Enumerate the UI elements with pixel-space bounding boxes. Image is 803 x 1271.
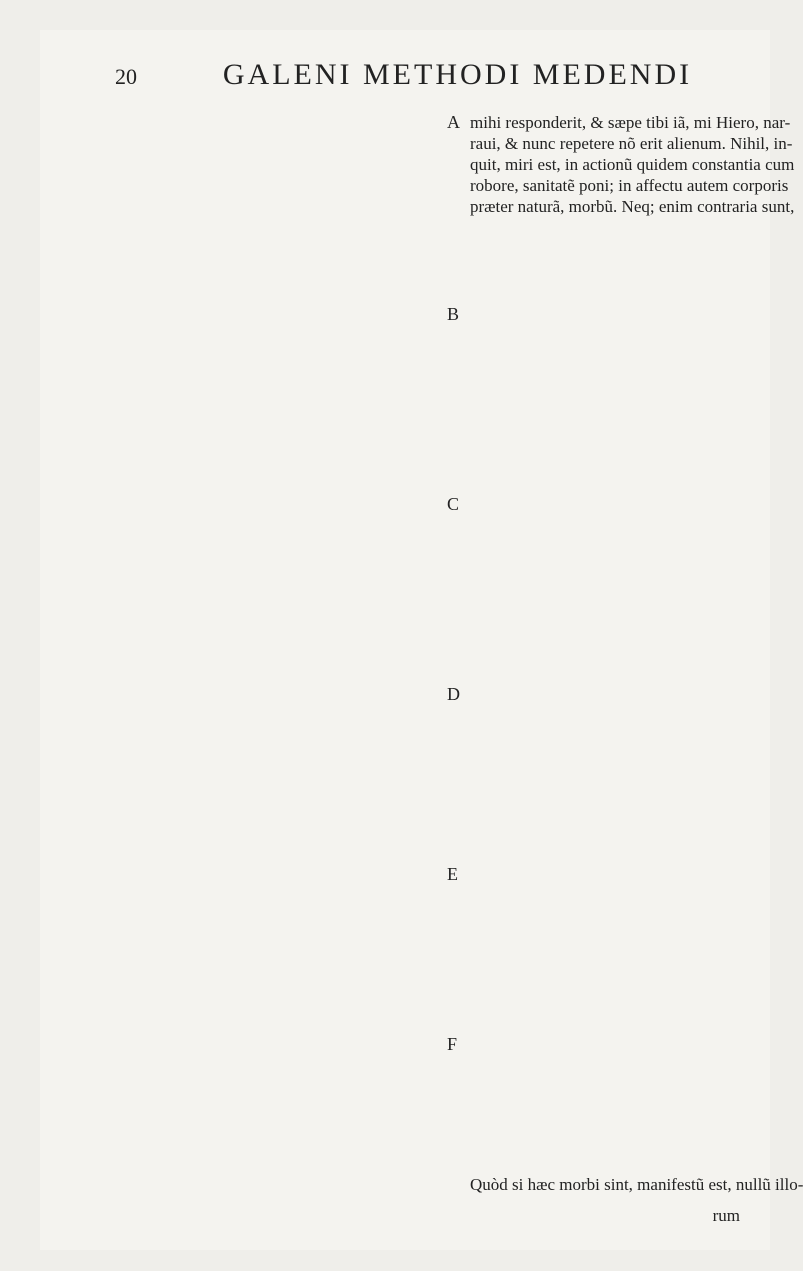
latin-line: robore, sanitatẽ poni; in affectu autem corporis	[470, 176, 789, 195]
latin-line: quit, miri est, in actionũ quidem constantia cum	[470, 155, 795, 174]
latin-closing-lines	[470, 1174, 803, 1195]
running-title: GALENI METHODI MEDENDI	[222, 58, 693, 91]
latin-line: Quòd si hæc morbi sint, manifestũ est, nullũ illo-	[470, 1175, 803, 1194]
margin-letter-e: E	[447, 864, 458, 884]
margin-letter-c: C	[447, 494, 460, 514]
latin-line: præter naturã, morbũ. Neq; enim contraria sunt,	[470, 197, 795, 216]
margin-letter-f: F	[447, 1034, 458, 1054]
page-number: 20	[115, 64, 137, 89]
latin-line: raui, & nunc repetere nõ erit alienum. Nihil, in-	[470, 134, 793, 153]
latin-text-column	[470, 112, 803, 1194]
page-header	[115, 58, 740, 98]
margin-letter-a: A	[447, 112, 460, 132]
latin-opening-lines	[470, 112, 795, 217]
margin-letter-d: D	[447, 684, 460, 704]
section-margin-letters	[445, 112, 467, 1242]
margin-letter-b: B	[447, 304, 460, 324]
book-page	[40, 30, 803, 1250]
catchword: rum	[712, 1206, 740, 1225]
latin-line: mihi responderit, & sæpe tibi iã, mi Hiero, nar-	[470, 113, 791, 132]
